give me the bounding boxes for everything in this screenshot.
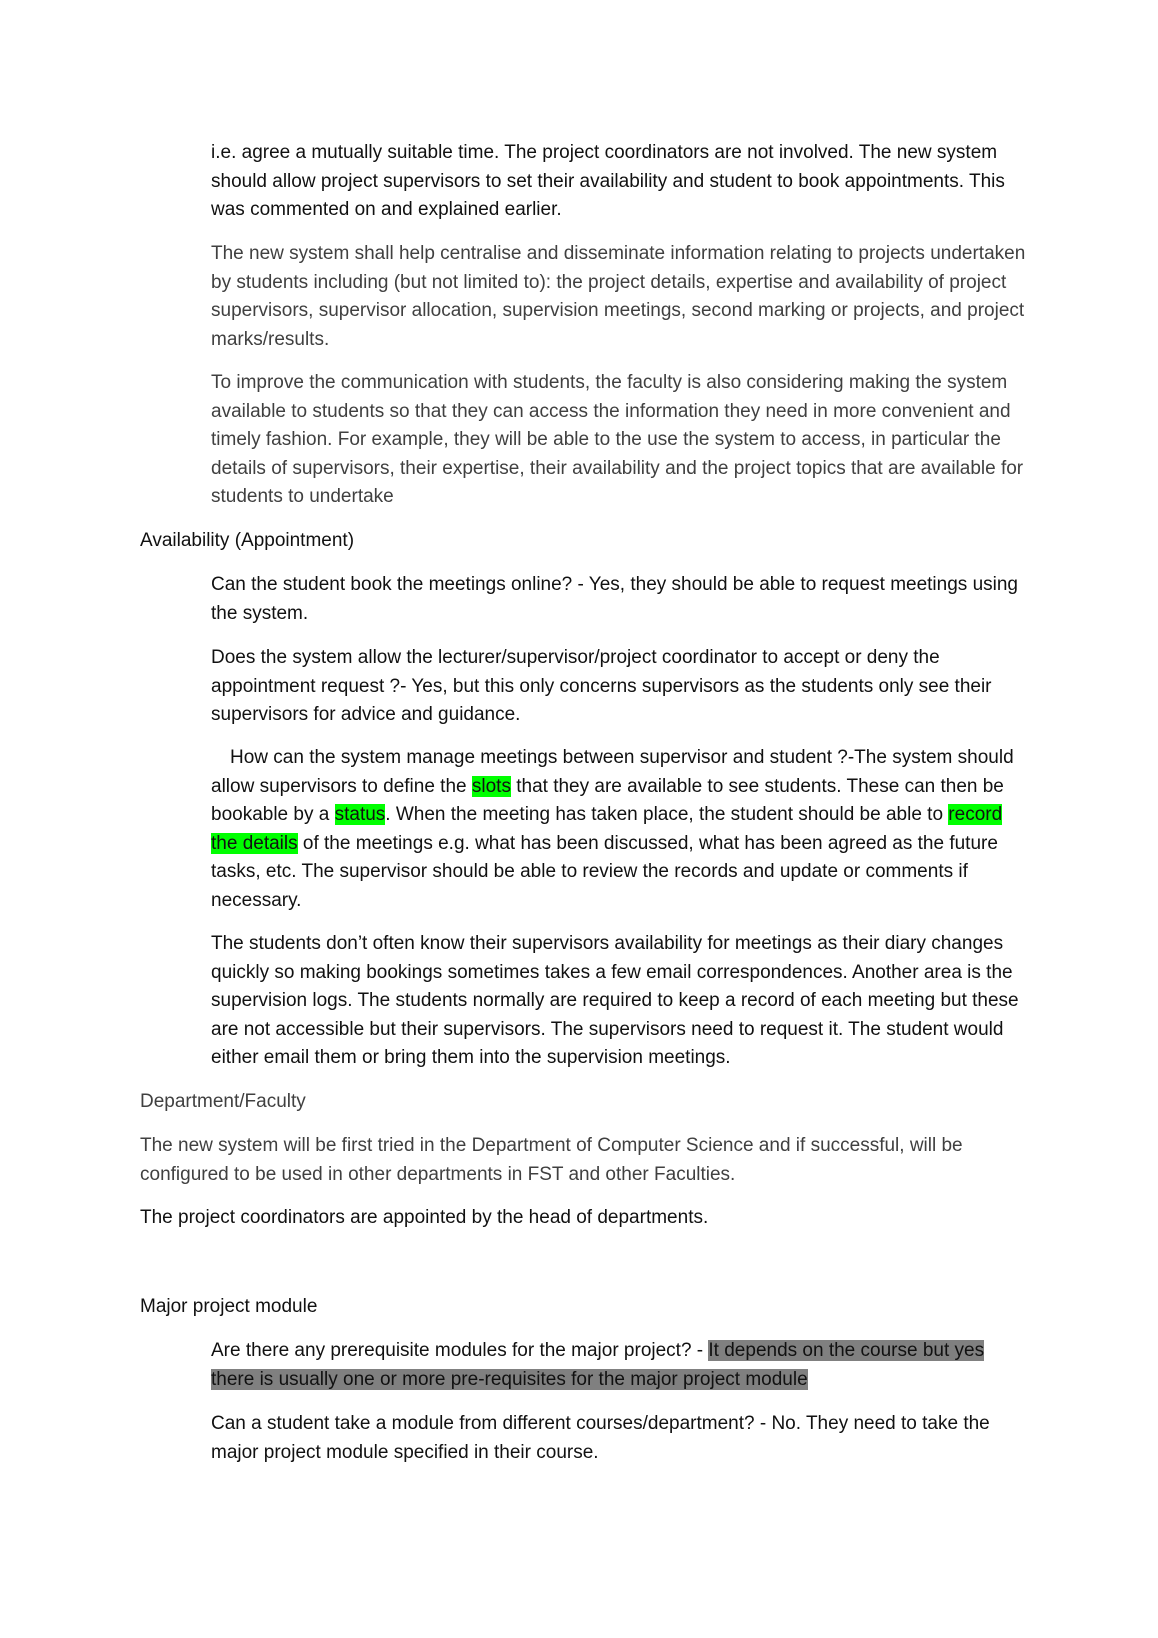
text-segment: . When the meeting has taken place, the student should be able to — [385, 804, 949, 825]
text-segment: How can the system manage meetings between supervisor and student ?-The system should allow supervisors to define the — [211, 747, 1014, 797]
highlight-record-details: record the details — [211, 804, 1003, 854]
text-segment: that they are available to see students. These can then be bookable by a — [211, 775, 1004, 825]
paragraph-scheduling: i.e. agree a mutually suitable time. The project coordinators are not involved. The new system should allow project supervisors to set their availability and student to book appointments. This was commented on and explained earlier. — [211, 142, 1005, 220]
highlight-slots: slots — [471, 775, 511, 797]
paragraph-coordinators-appointed: The project coordinators are appointed by the head of departments. — [140, 1207, 709, 1228]
heading-department-faculty: Department/Faculty — [140, 1091, 306, 1112]
paragraph-book-online: Can the student book the meetings online? - Yes, they should be able to request meetings using the system. — [211, 574, 1018, 624]
heading-availability: Availability (Appointment) — [140, 530, 355, 551]
highlight-status: status — [334, 804, 386, 825]
heading-major-project-module: Major project module — [140, 1296, 318, 1317]
paragraph-student-access: To improve the communication with students, the faculty is also considering making the system available to students so that they can access the information they need in more convenient and timely fashion. For example, they will be able to the use the system to access, in particular the details of supervisors, their expertise, their availability and the project topics that are available for students to undertake — [211, 372, 1024, 507]
paragraph-supervisor-availability: The students don’t often know their supervisors availability for meetings as their diary changes quickly so making bookings sometimes takes a few email correspondences. Another area is the supervision logs. The students normally are required to keep a record of each meeting but these are not accessible but their supervisors. The supervisors need to request it. The student would either email them or bring them into the supervision meetings. — [211, 933, 1019, 1068]
paragraph-department-trial: The new system will be first tried in the Department of Computer Science and if successful, will be configured to be used in other departments in FST and other Faculties. — [140, 1135, 963, 1185]
paragraph-manage-meetings — [211, 744, 1026, 915]
paragraph-accept-deny: Does the system allow the lecturer/supervisor/project coordinator to accept or deny the appointment request ?- Yes, but this only concerns supervisors as the students only see their supervisors for advice and guidance. — [211, 647, 992, 725]
text-segment: Are there any prerequisite modules for the major project? - — [211, 1340, 709, 1361]
highlight-prerequisite-answer: It depends on the course but yes there is usually one or more pre-requisites for the major project module — [211, 1340, 985, 1390]
paragraph-prerequisites — [211, 1337, 1026, 1394]
paragraph-module-different-courses: Can a student take a module from different courses/department? - No. They need to take the major project module specified in their course. — [211, 1413, 990, 1463]
paragraph-system-purpose: The new system shall help centralise and disseminate information relating to projects undertaken by students including (but not limited to): the project details, expertise and availability of project supervisors, supervisor allocation, supervision meetings, second marking or projects, and project marks/results. — [211, 243, 1026, 350]
text-segment: of the meetings e.g. what has been discussed, what has been agreed as the future tasks, etc. The supervisor should be able to review the records and update or comments if necessary. — [211, 832, 998, 911]
